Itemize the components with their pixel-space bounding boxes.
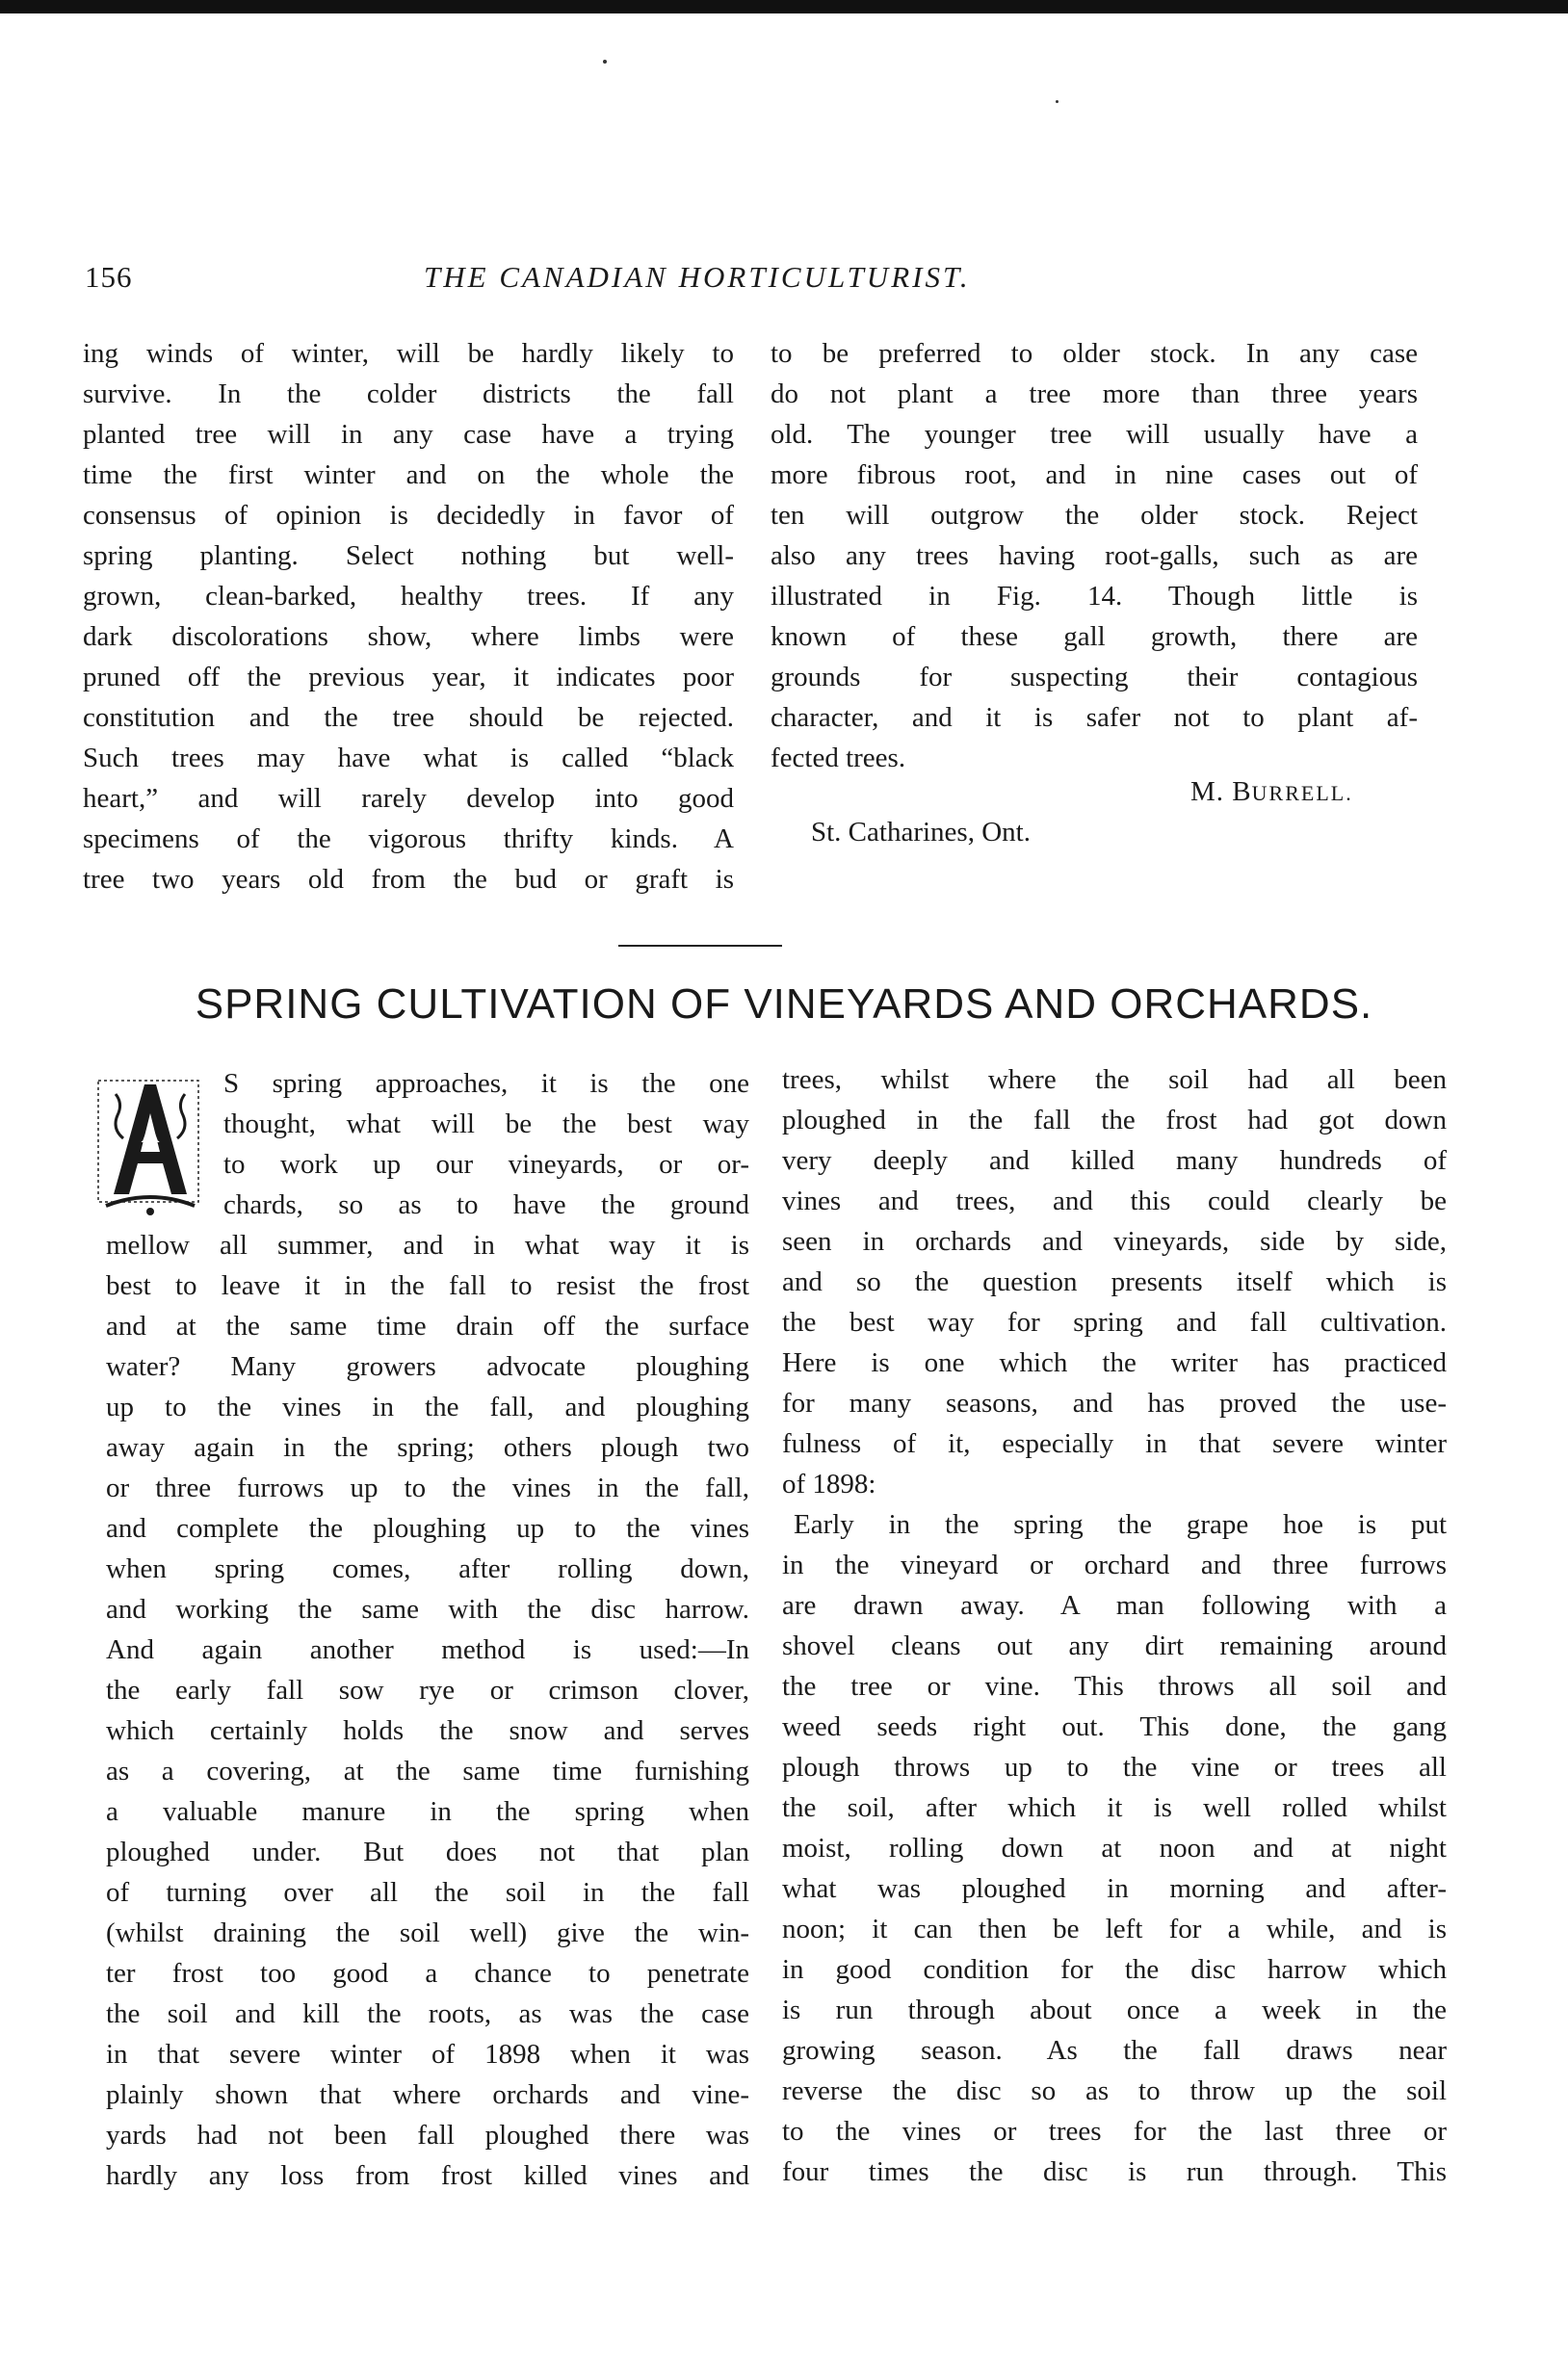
text-line: grounds for suspecting their contagious	[771, 662, 1418, 692]
text-line: chards, so as to have the ground	[223, 1189, 749, 1220]
text-line: for many seasons, and has proved the use-	[782, 1388, 1447, 1419]
text-line: moist, rolling down at noon and at night	[782, 1833, 1447, 1864]
bottom-right-column	[782, 1059, 1447, 2192]
scan-edge-bar	[0, 0, 1568, 13]
text-line: planted tree will in any case have a trying	[83, 419, 734, 450]
text-line: Early in the spring the grape hoe is put	[794, 1509, 1447, 1540]
text-line: known of these gall growth, there are	[771, 621, 1418, 652]
text-line: in good condition for the disc harrow which	[782, 1954, 1447, 1985]
text-line: specimens of the vigorous thrifty kinds. A	[83, 823, 734, 854]
text-line: survive. In the colder districts the fall	[83, 378, 734, 409]
text-line: when spring comes, after rolling down,	[106, 1553, 749, 1584]
text-line: yards had not been fall ploughed there was	[106, 2120, 749, 2151]
text-line: do not plant a tree more than three years	[771, 378, 1418, 409]
text-line: (whilst draining the soil well) give the win-	[106, 1917, 749, 1948]
text-line: away again in the spring; others plough two	[106, 1432, 749, 1463]
text-line: the tree or vine. This throws all soil and	[782, 1671, 1447, 1702]
text-line: as a covering, at the same time furnishing	[106, 1756, 749, 1787]
text-line: Such trees may have what is called “black	[83, 743, 734, 773]
text-line: is run through about once a week in the	[782, 1995, 1447, 2025]
text-line: what was ploughed in morning and after-	[782, 1873, 1447, 1904]
text-line: spring planting. Select nothing but well-	[83, 540, 734, 571]
text-line: of turning over all the soil in the fall	[106, 1877, 749, 1908]
text-line: water? Many growers advocate ploughing	[106, 1351, 749, 1382]
page-number: 156	[85, 260, 133, 294]
text-line: more fibrous root, and in nine cases out of	[771, 459, 1418, 490]
text-line: growing season. As the fall draws near	[782, 2035, 1447, 2066]
text-line: ing winds of winter, will be hardly likely to	[83, 338, 734, 369]
text-line: of 1898:	[782, 1469, 876, 1500]
text-line: shovel cleans out any dirt remaining around	[782, 1630, 1447, 1661]
text-line: reverse the disc so as to throw up the soil	[782, 2075, 1447, 2106]
text-line: S spring approaches, it is the one	[223, 1068, 749, 1099]
text-line: noon; it can then be left for a while, and is	[782, 1914, 1447, 1944]
text-line: dark discolorations show, where limbs were	[83, 621, 734, 652]
article-title: SPRING CULTIVATION OF VINEYARDS AND ORCHARDS.	[195, 980, 1373, 1028]
bottom-left-column	[106, 1063, 749, 2196]
text-line: plough throws up to the vine or trees all	[782, 1752, 1447, 1783]
author-location: St. Catharines, Ont.	[811, 817, 1031, 848]
text-line: the best way for spring and fall cultivation.	[782, 1307, 1447, 1338]
top-left-column	[83, 333, 734, 900]
text-line: trees, whilst where the soil had all been	[782, 1064, 1447, 1095]
text-line: are drawn away. A man following with a	[782, 1590, 1447, 1621]
text-line: in that severe winter of 1898 when it was	[106, 2039, 749, 2070]
text-line: time the first winter and on the whole the	[83, 459, 734, 490]
text-line: Here is one which the writer has practiced	[782, 1347, 1447, 1378]
text-line: old. The younger tree will usually have a	[771, 419, 1418, 450]
text-line: character, and it is safer not to plant af-	[771, 702, 1418, 733]
text-line: and complete the ploughing up to the vines	[106, 1513, 749, 1544]
text-line: pruned off the previous year, it indicates poor	[83, 662, 734, 692]
text-line: also any trees having root-galls, such as are	[771, 540, 1418, 571]
text-line: thought, what will be the best way	[223, 1109, 749, 1139]
author-signature	[1190, 776, 1353, 808]
text-line: and so the question presents itself which is	[782, 1266, 1447, 1297]
text-line: ten will outgrow the older stock. Reject	[771, 500, 1418, 531]
text-line: a valuable manure in the spring when	[106, 1796, 749, 1827]
text-line: grown, clean-barked, healthy trees. If any	[83, 581, 734, 612]
text-line: hardly any loss from frost killed vines and	[106, 2160, 749, 2191]
top-right-column	[771, 333, 1418, 778]
running-head: THE CANADIAN HORTICULTURIST.	[424, 260, 971, 294]
text-line: fected trees.	[771, 743, 906, 773]
text-line: and at the same time drain off the surface	[106, 1311, 749, 1342]
text-line: ploughed in the fall the frost had got down	[782, 1105, 1447, 1135]
text-line: and working the same with the disc harrow.	[106, 1594, 749, 1625]
text-line: up to the vines in the fall, and ploughing	[106, 1392, 749, 1422]
drop-cap-letter: A	[141, 1120, 160, 1148]
author-surname: URRELL.	[1251, 781, 1353, 805]
text-line: which certainly holds the snow and serves	[106, 1715, 749, 1746]
text-line: the soil and kill the roots, as was the case	[106, 1998, 749, 2029]
text-line: constitution and the tree should be rejected.	[83, 702, 734, 733]
text-line: mellow all summer, and in what way it is	[106, 1230, 749, 1261]
text-line: the soil, after which it is well rolled whilst	[782, 1792, 1447, 1823]
text-line: best to leave it in the fall to resist the frost	[106, 1270, 749, 1301]
text-line: or three furrows up to the vines in the fall,	[106, 1473, 749, 1503]
text-line: four times the disc is run through. This	[782, 2156, 1447, 2187]
text-line: consensus of opinion is decidedly in favor of	[83, 500, 734, 531]
text-line: And again another method is used:—In	[106, 1634, 749, 1665]
text-line: in the vineyard or orchard and three furrows	[782, 1550, 1447, 1580]
text-line: the early fall sow rye or crimson clover,	[106, 1675, 749, 1706]
text-line: vines and trees, and this could clearly be	[782, 1186, 1447, 1216]
text-line: to the vines or trees for the last three or	[782, 2116, 1447, 2147]
text-line: plainly shown that where orchards and vine-	[106, 2079, 749, 2110]
text-line: seen in orchards and vineyards, side by side,	[782, 1226, 1447, 1257]
section-divider	[618, 945, 782, 947]
text-line: tree two years old from the bud or graft is	[83, 864, 734, 895]
scan-speck	[603, 60, 607, 64]
text-line: ter frost too good a chance to penetrate	[106, 1958, 749, 1989]
scan-speck	[1056, 100, 1058, 103]
text-line: weed seeds right out. This done, the gang	[782, 1711, 1447, 1742]
text-line: fulness of it, especially in that severe winter	[782, 1428, 1447, 1459]
text-line: ploughed under. But does not that plan	[106, 1837, 749, 1867]
author-initial: M. B	[1190, 776, 1252, 807]
text-line: to be preferred to older stock. In any case	[771, 338, 1418, 369]
text-line: to work up our vineyards, or or-	[223, 1149, 749, 1180]
text-line: very deeply and killed many hundreds of	[782, 1145, 1447, 1176]
text-line: heart,” and will rarely develop into good	[83, 783, 734, 814]
text-line: illustrated in Fig. 14. Though little is	[771, 581, 1418, 612]
